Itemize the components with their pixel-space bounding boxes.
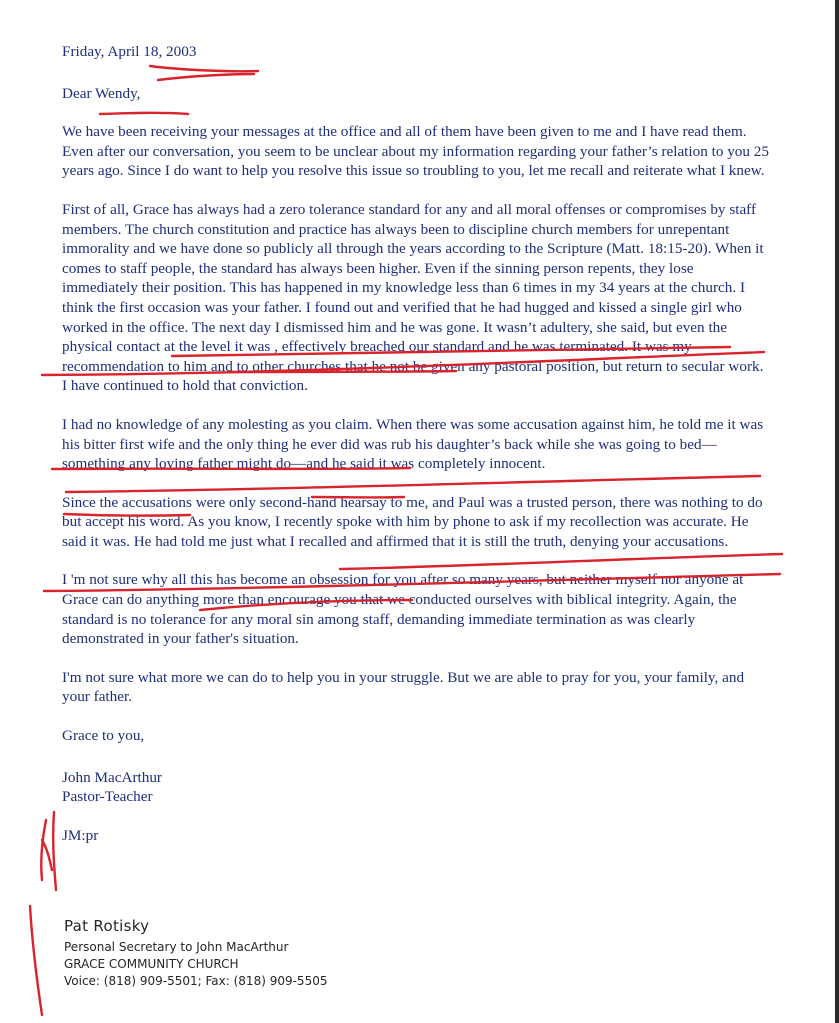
paragraph-1: We have been receiving your messages at the office and all of them have been given to me and I have read them. Even after our conversation, you seem to be unclear about my information regarding your father’s relation to you 25 years ago. Since I do want to help you resolve this issue so troubling to you, let me recall and reiterate what I knew. <box>62 123 769 180</box>
letter-date: Friday, April 18, 2003 <box>62 43 197 60</box>
signer-title: Pastor-Teacher <box>62 788 153 806</box>
letter-body <box>62 42 772 845</box>
scan-edge <box>835 0 839 1023</box>
paragraph-5: I 'm not sure why all this has become an obsession for you after so many years, but neither myself nor anyone at Grace can do anything more than encourage you that we conducted ourselves with biblical integrity. Again, the standard is no tolerance for any moral sin among staff, demanding immediate termination as was clearly demonstrated in your father's situation. <box>62 571 744 648</box>
secretary-name: Pat Rotisky <box>64 917 150 935</box>
paragraph-4: Since the accusations were only second-hand hearsay to me, and Paul was a trusted person, there was nothing to do but accept his word. As you know, I recently spoke with him by phone to ask if my recollection was accurate. He said it was. He had told me just what I recalled and affirmed that it is still the truth, denying your accusations. <box>62 493 763 550</box>
signature-block <box>62 768 772 807</box>
bracket-secretary <box>30 906 42 1015</box>
bracket-signature <box>41 812 56 890</box>
secretary-organization: GRACE COMMUNITY CHURCH <box>64 957 239 971</box>
closing: Grace to you, <box>62 727 145 745</box>
paragraph-3: I had no knowledge of any molesting as you claim. When there was some accusation against him, he told me it was his bitter first wife and the only thing he ever did was rub his daughter’s back while she was going to bed—something any loving father might do—and he said it was completely innocent. <box>62 415 764 473</box>
typist-initials: JM:pr <box>62 826 99 844</box>
secretary-title: Personal Secretary to John MacArthur <box>64 940 289 954</box>
salutation: Dear Wendy, <box>62 84 141 102</box>
paragraph-2: First of all, Grace has always had a zero tolerance standard for any and all moral offenses or compromises by staff members. The church constitution and practice has always been to discipline church members for unrepentant immorality and we have done so publicly all through the years according to the Scripture (Matt. 18:15-20). When it comes to staff people, the standard has always been higher. Even if the sinning person repents, they lose immediately their position. This has happened in my knowledge less than 6 times in my 34 years at the church. I think the first occasion was your father. I found out and verified that he had hugged and kissed a single girl who worked in the office. The next day I dismissed him and he was gone. It wasn’t adultery, she said, but even the physical contact at the level it was , effectively breached our standard and he was terminated. It was my recommendation to him and to other churches that he not be given any pastoral position, but return to secular work. I have continued to hold that conviction. <box>62 200 764 395</box>
secretary-block <box>64 917 564 990</box>
secretary-contact: Voice: (818) 909-5501; Fax: (818) 909-5505 <box>64 974 328 988</box>
paragraph-6: I'm not sure what more we can do to help you in your struggle. But we are able to pray for you, your family, and your father. <box>62 668 745 706</box>
signer-name: John MacArthur <box>62 768 162 786</box>
